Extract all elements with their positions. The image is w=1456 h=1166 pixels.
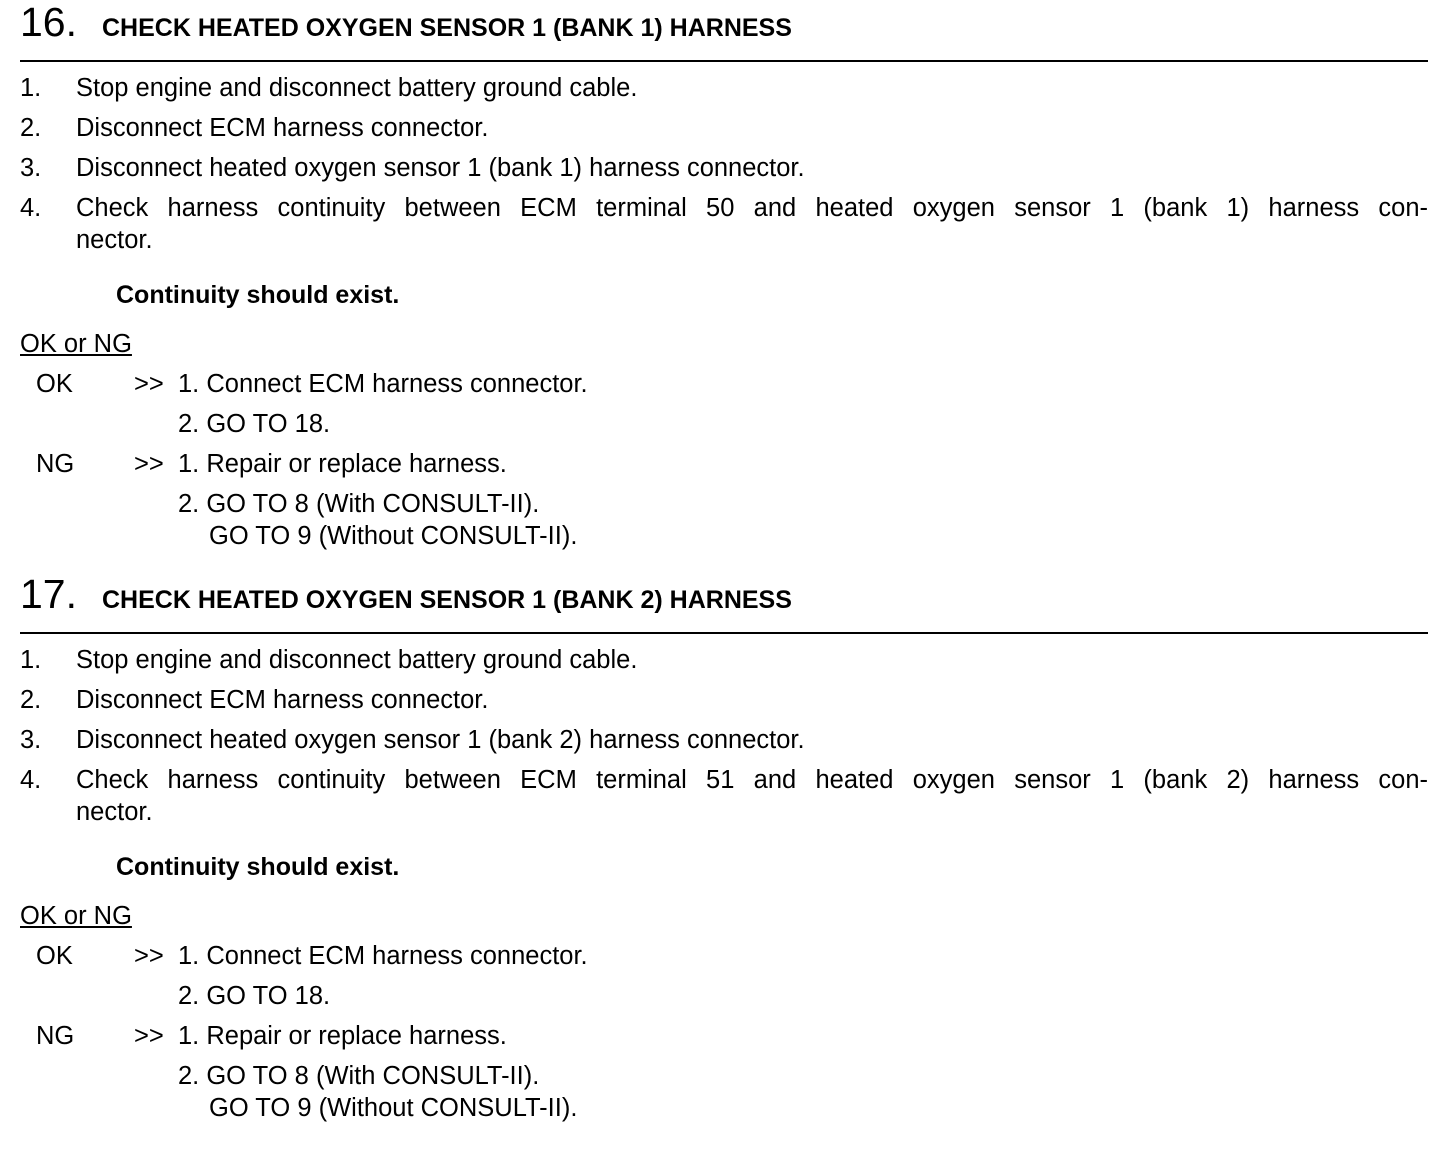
ng-action-2: 2. GO TO 8 (With CONSULT-II). xyxy=(178,490,540,518)
arrow-marker: >> xyxy=(134,1022,164,1050)
spec-note: Continuity should exist. xyxy=(116,853,400,881)
step-number: 3. xyxy=(20,726,42,754)
step-text xyxy=(76,192,1428,224)
step-text-line1: Check harness continuity between ECM terminal 51 and heated oxygen sensor 1 (bank 2) harness con- xyxy=(76,766,1428,794)
section-header xyxy=(20,572,1428,634)
step-text: Disconnect ECM harness connector. xyxy=(76,114,489,142)
step-text xyxy=(76,764,1428,796)
section-header xyxy=(20,0,1428,62)
procedure-steps xyxy=(20,644,1428,828)
step-number: 1. xyxy=(20,646,42,674)
ng-action-2: 2. GO TO 8 (With CONSULT-II). xyxy=(178,1062,540,1090)
ng-action-2b: GO TO 9 (Without CONSULT-II). xyxy=(209,522,578,550)
step-text: Disconnect heated oxygen sensor 1 (bank 2) harness connector. xyxy=(76,726,805,754)
section-16 xyxy=(20,0,1428,550)
step-number: 4. xyxy=(20,766,42,794)
step-item xyxy=(20,644,1428,684)
arrow-marker: >> xyxy=(134,450,164,478)
arrow-marker: >> xyxy=(134,370,164,398)
ok-or-ng-heading: OK or NG xyxy=(20,902,132,930)
ok-action-1: 1. Connect ECM harness connector. xyxy=(178,370,588,398)
ok-label: OK xyxy=(36,942,73,970)
arrow-marker: >> xyxy=(134,942,164,970)
step-item xyxy=(20,724,1428,764)
spec-note: Continuity should exist. xyxy=(116,281,400,309)
ok-action-2: 2. GO TO 18. xyxy=(178,410,331,438)
section-number: 16. xyxy=(20,0,77,45)
step-text: Stop engine and disconnect battery ground cable. xyxy=(76,646,638,674)
step-number: 4. xyxy=(20,194,42,222)
step-text-line1: Check harness continuity between ECM terminal 50 and heated oxygen sensor 1 (bank 1) harness con- xyxy=(76,194,1428,222)
step-text: Disconnect heated oxygen sensor 1 (bank 1) harness connector. xyxy=(76,154,805,182)
step-item xyxy=(20,192,1428,256)
step-text-continued: nector. xyxy=(76,226,153,254)
ng-action-1: 1. Repair or replace harness. xyxy=(178,1022,507,1050)
ok-action-2: 2. GO TO 18. xyxy=(178,982,331,1010)
step-text: Disconnect ECM harness connector. xyxy=(76,686,489,714)
ng-action-1: 1. Repair or replace harness. xyxy=(178,450,507,478)
step-text: Stop engine and disconnect battery ground cable. xyxy=(76,74,638,102)
procedure-steps xyxy=(20,72,1428,256)
step-number: 2. xyxy=(20,114,42,142)
step-number: 1. xyxy=(20,74,42,102)
section-title: CHECK HEATED OXYGEN SENSOR 1 (BANK 1) HARNESS xyxy=(102,14,792,42)
ng-action-2b: GO TO 9 (Without CONSULT-II). xyxy=(209,1094,578,1122)
ok-action-1: 1. Connect ECM harness connector. xyxy=(178,942,588,970)
ok-label: OK xyxy=(36,370,73,398)
step-item xyxy=(20,152,1428,192)
step-item xyxy=(20,72,1428,112)
section-17 xyxy=(20,571,1428,1122)
ok-or-ng-heading: OK or NG xyxy=(20,330,132,358)
step-text-continued: nector. xyxy=(76,798,153,826)
section-title: CHECK HEATED OXYGEN SENSOR 1 (BANK 2) HARNESS xyxy=(102,586,792,614)
step-item xyxy=(20,684,1428,724)
ng-label: NG xyxy=(36,450,75,478)
step-number: 3. xyxy=(20,154,42,182)
step-item xyxy=(20,112,1428,152)
step-item xyxy=(20,764,1428,828)
ng-label: NG xyxy=(36,1022,75,1050)
step-number: 2. xyxy=(20,686,42,714)
section-number: 17. xyxy=(20,571,77,617)
